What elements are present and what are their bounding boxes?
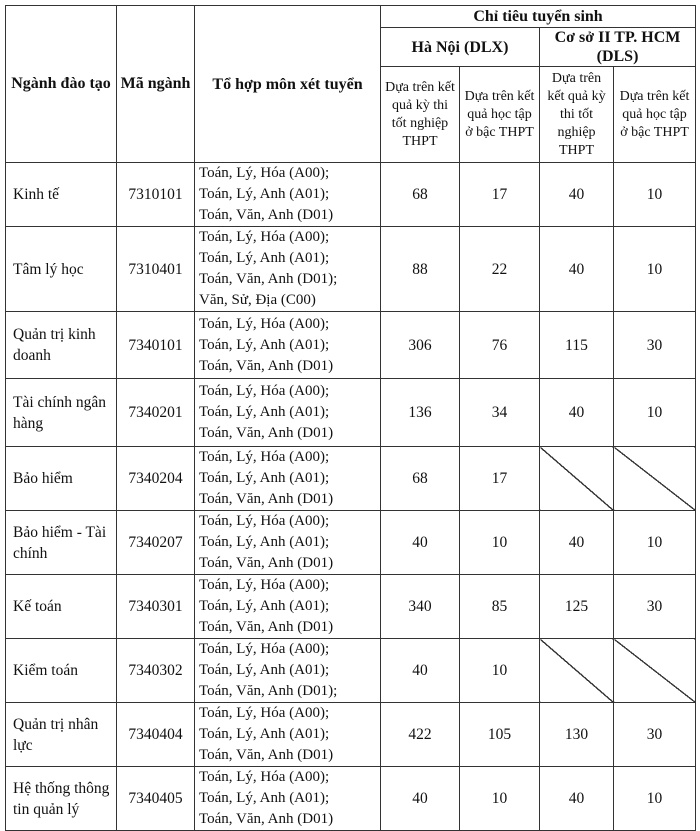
header-campus-hanoi: Hà Nội (DLX) [381,28,540,67]
major-code: 7340204 [117,447,195,511]
hcm-transcript-quota: 10 [614,379,696,447]
hn-transcript-quota: 85 [460,575,540,639]
subject-combination: Toán, Văn, Anh (D01) [199,425,334,441]
header-code: Mã ngành [117,6,195,163]
major-code: 7340301 [117,575,195,639]
hn-exam-quota: 40 [381,639,460,703]
hn-transcript-quota: 17 [460,447,540,511]
major-code: 7340302 [117,639,195,703]
hcm-exam-quota: 130 [540,703,614,767]
hcm-exam-quota [540,447,614,511]
header-campus-hcm [540,28,696,67]
hcm-transcript-quota: 10 [614,767,696,831]
subject-combinations [195,163,381,227]
hn-exam-quota: 422 [381,703,460,767]
subject-combinations [195,703,381,767]
major-name: Hệ thống thông tin quản lý [6,767,117,831]
hcm-exam-quota: 40 [540,511,614,575]
table-row [6,227,696,312]
hn-exam-quota: 306 [381,312,460,379]
subject-combinations [195,575,381,639]
hn-transcript-quota: 10 [460,639,540,703]
subject-combination: Toán, Lý, Anh (A01); [199,404,330,420]
hn-transcript-quota: 76 [460,312,540,379]
header-hn-exam: Dựa trên kết quả kỳ thi tốt nghiệp THPT [381,67,460,163]
major-code: 7340405 [117,767,195,831]
subject-combination: Toán, Lý, Anh (A01); [199,336,330,353]
table-row [6,511,696,575]
hn-transcript-quota: 17 [460,163,540,227]
hcm-exam-quota [540,639,614,703]
subject-combination: Toán, Văn, Anh (D01) [199,491,334,507]
subject-combination: Toán, Lý, Hóa (A00); [199,165,330,181]
table-row [6,767,696,831]
subject-combination: Toán, Văn, Anh (D01) [199,619,334,635]
hn-exam-quota: 40 [381,511,460,575]
major-name: Quản trị kinh doanh [6,312,117,379]
hcm-exam-quota: 40 [540,767,614,831]
hn-exam-quota: 68 [381,163,460,227]
hcm-transcript-quota: 30 [614,575,696,639]
major-code: 7310101 [117,163,195,227]
hcm-transcript-quota: 10 [614,163,696,227]
table-row [6,163,696,227]
subject-combination: Toán, Lý, Hóa (A00); [199,769,330,785]
subject-combination: Toán, Lý, Anh (A01); [199,186,330,202]
table-row [6,639,696,703]
header-campus-hcm-code: (DLS) [596,48,639,65]
major-name: Kinh tế [6,163,117,227]
header-campus-hcm-a: Cơ sở II [554,29,611,46]
table-row [6,379,696,447]
subject-combination: Văn, Sử, Địa (C00) [199,292,316,308]
hn-exam-quota: 68 [381,447,460,511]
hn-transcript-quota: 105 [460,703,540,767]
subject-combination: Toán, Lý, Anh (A01); [199,250,330,266]
hn-transcript-quota: 34 [460,379,540,447]
subject-combination: Toán, Lý, Hóa (A00); [199,449,330,465]
subject-combination: Toán, Văn, Anh (D01) [199,357,334,374]
table-row [6,575,696,639]
subject-combination: Toán, Văn, Anh (D01); [199,271,338,287]
subject-combination: Toán, Lý, Anh (A01); [199,534,330,550]
major-code: 7340207 [117,511,195,575]
major-name: Tâm lý học [6,227,117,312]
subject-combinations [195,767,381,831]
subject-combination: Toán, Lý, Anh (A01); [199,790,330,806]
major-name: Bảo hiểm - Tài chính [6,511,117,575]
hn-transcript-quota: 10 [460,511,540,575]
subject-combinations [195,379,381,447]
header-hcm-exam: Dựa trên kết quả kỳ thi tốt nghiệp THPT [540,67,614,163]
subject-combination: Toán, Văn, Anh (D01) [199,811,334,827]
hn-transcript-quota: 10 [460,767,540,831]
hcm-exam-quota: 40 [540,227,614,312]
table-body [6,163,696,831]
header-campus-hcm-b: TP. HCM [614,29,681,46]
subject-combinations [195,447,381,511]
major-name: Tài chính ngân hàng [6,379,117,447]
subject-combination: Toán, Lý, Hóa (A00); [199,577,330,593]
subject-combination: Toán, Lý, Hóa (A00); [199,513,330,529]
header-combo: Tổ hợp môn xét tuyển [195,6,381,163]
hcm-exam-quota: 40 [540,379,614,447]
subject-combination: Toán, Lý, Anh (A01); [199,726,330,742]
subject-combination: Toán, Lý, Hóa (A00); [199,641,330,657]
subject-combination: Toán, Văn, Anh (D01) [199,555,334,571]
header-major: Ngành đào tạo [6,6,117,163]
subject-combination: Toán, Lý, Anh (A01); [199,662,330,678]
major-code: 7340404 [117,703,195,767]
subject-combinations [195,511,381,575]
major-name: Kế toán [6,575,117,639]
admission-quota-table [5,5,696,831]
table-row [6,312,696,379]
major-code: 7310401 [117,227,195,312]
hcm-transcript-quota: 30 [614,312,696,379]
subject-combination: Toán, Lý, Hóa (A00); [199,705,330,721]
major-name: Kiểm toán [6,639,117,703]
subject-combination: Toán, Lý, Hóa (A00); [199,315,330,332]
subject-combinations [195,639,381,703]
subject-combinations [195,227,381,312]
table-row [6,703,696,767]
hn-exam-quota: 340 [381,575,460,639]
hcm-transcript-quota: 30 [614,703,696,767]
subject-combination: Toán, Văn, Anh (D01); [199,683,338,699]
subject-combinations [195,312,381,379]
subject-combination: Toán, Văn, Anh (D01) [199,747,334,763]
hcm-transcript-quota: 10 [614,511,696,575]
hn-exam-quota: 136 [381,379,460,447]
subject-combination: Toán, Lý, Anh (A01); [199,598,330,614]
header-hn-transcript: Dựa trên kết quả học tập ở bậc THPT [460,67,540,163]
hn-exam-quota: 88 [381,227,460,312]
subject-combination: Toán, Lý, Anh (A01); [199,470,330,486]
hcm-transcript-quota: 10 [614,227,696,312]
hcm-exam-quota: 125 [540,575,614,639]
major-code: 7340201 [117,379,195,447]
table-row [6,447,696,511]
hn-transcript-quota: 22 [460,227,540,312]
hcm-exam-quota: 40 [540,163,614,227]
major-code: 7340101 [117,312,195,379]
header-hcm-transcript: Dựa trên kết quả học tập ở bậc THPT [614,67,696,163]
subject-combination: Toán, Lý, Hóa (A00); [199,229,330,245]
major-name: Quản trị nhân lực [6,703,117,767]
hcm-exam-quota: 115 [540,312,614,379]
header-quota-title: Chỉ tiêu tuyển sinh [381,6,696,28]
hcm-transcript-quota [614,639,696,703]
hcm-transcript-quota [614,447,696,511]
subject-combination: Toán, Lý, Hóa (A00); [199,383,330,399]
subject-combination: Toán, Văn, Anh (D01) [199,207,334,223]
major-name: Bảo hiểm [6,447,117,511]
hn-exam-quota: 40 [381,767,460,831]
